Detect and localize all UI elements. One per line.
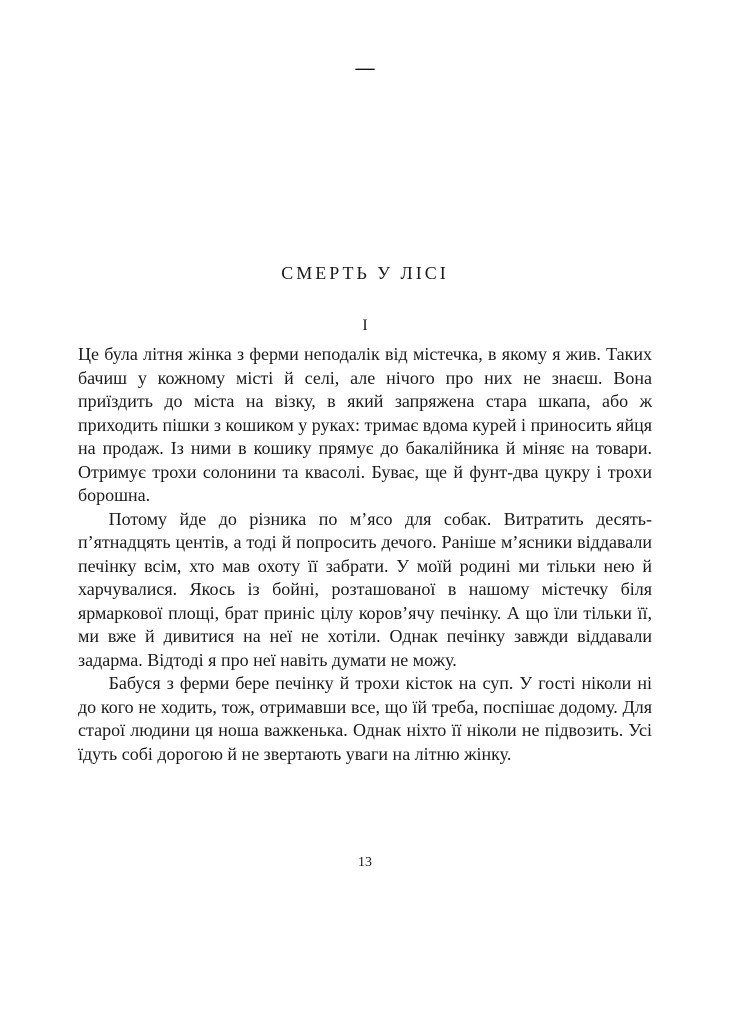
page-number: 13 <box>358 855 372 870</box>
chapter-divider-mark: — <box>355 58 375 79</box>
chapter-title: СМЕРТЬ У ЛІСІ <box>281 263 449 283</box>
paragraph: Це була літня жінка з ферми неподалік від містечка, в якому я жив. Таких бачиш у кожному місті й селі, але нічого про них не знаєш. Вона приїздить до міста на візку, в який запряжена стара шкапа, або ж приходить пішки з кошиком у руках: тримає вдома курей і приносить яйця на продаж. Із ними в кошику прямує до бакалійника й міняє на товари. Отримує трохи солонини та квасолі. Буває, ще й фунт-два цукру і трохи борошна. <box>78 344 652 505</box>
body-text <box>78 343 652 766</box>
section-number: І <box>362 317 368 334</box>
paragraph: Потому йде до різника по м’ясо для собак. Витратить десять-п’ятнадцять центів, а тоді й попросить дечого. Раніше м’ясники віддавали печінку всім, хто мав охоту її забрати. У моїй родині ми тільки нею й харчувалися. Якось із бойні, розташованої в нашому містечку біля ярмаркової площі, брат приніс цілу коров’ячу печінку. А що їли тільки її, ми вже й дивитися на неї не хотіли. Однак печінку завжди віддавали задарма. Відтоді я про неї навіть думати не можу. <box>78 508 652 670</box>
paragraph: Бабуся з ферми бере печінку й трохи кісток на суп. У гості ніколи ні до кого не ходить, тож, отримавши все, що їй треба, поспішає додому. Для старої людини ця ноша важкенька. Однак ніхто її ніколи не підвозить. Усі їдуть собі дорогою й не звертають уваги на літню жінку. <box>78 673 652 764</box>
